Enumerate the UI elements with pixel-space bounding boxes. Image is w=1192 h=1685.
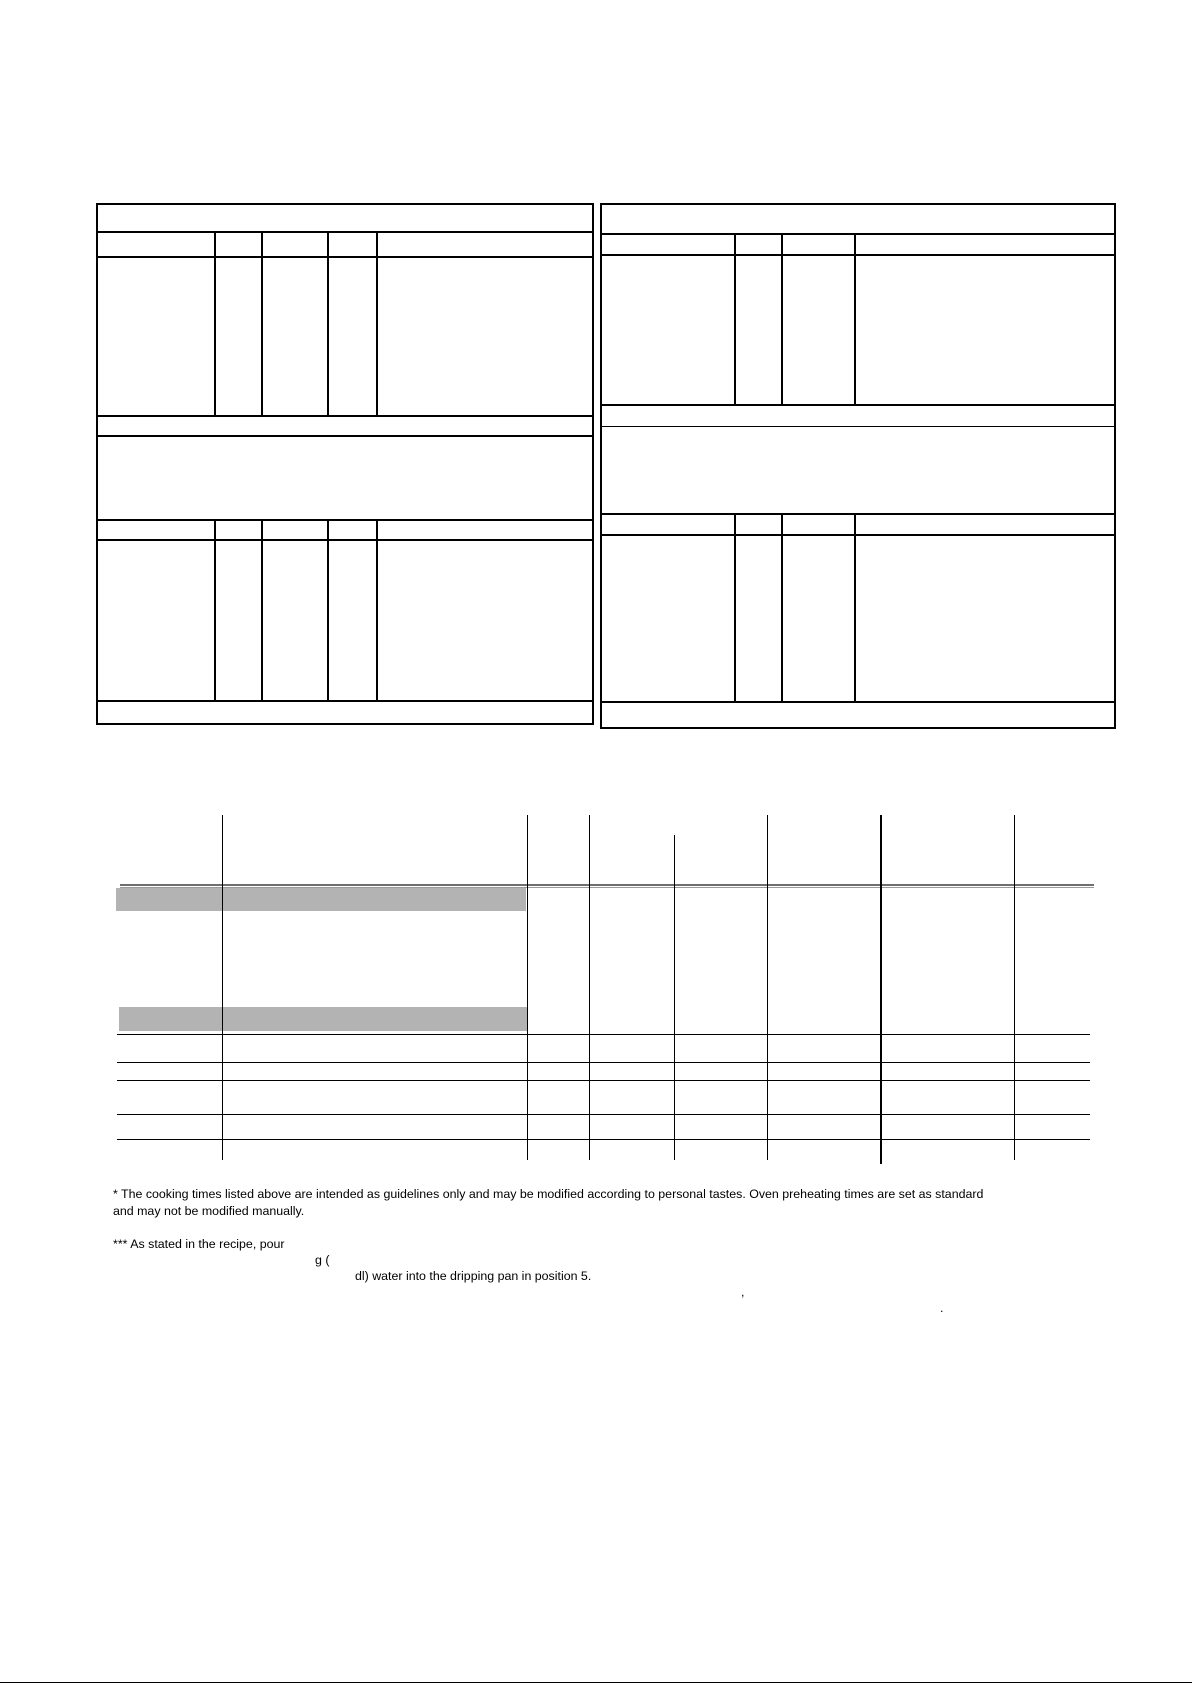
left-panel-column-divider (261, 519, 263, 701)
table-row-rule (117, 1114, 1090, 1115)
left-panel-column-divider (261, 231, 263, 416)
table-row-rule (117, 1034, 1090, 1035)
right-panel-column-divider (734, 233, 736, 405)
left-panel-column-divider (327, 519, 329, 701)
left-panel-footer-rule (96, 700, 594, 702)
table-column-divider (589, 815, 590, 1160)
page-footer-rule (0, 1682, 1192, 1683)
left-panel-section-rule (96, 519, 594, 521)
table-row-rule (117, 1139, 1090, 1140)
right-panel-section-rule (600, 513, 1116, 515)
table-column-divider (880, 815, 882, 1164)
right-panel-footer-rule (600, 701, 1116, 703)
right-panel-frame (600, 203, 1116, 729)
footnote-cooking-times-cont: and may not be modified manually. (113, 1204, 305, 1218)
table-column-divider (222, 815, 223, 1160)
table-header-rule (120, 884, 1094, 886)
left-panel-column-divider (327, 231, 329, 416)
table-column-divider (527, 815, 528, 1160)
table-column-divider (767, 815, 768, 1160)
right-panel-column-divider (854, 513, 856, 702)
left-panel-column-divider (376, 231, 378, 416)
right-panel-column-divider (781, 233, 783, 405)
left-panel-column-divider (214, 231, 216, 416)
footnote-water-part: . (940, 1301, 944, 1315)
table-row-rule (117, 1062, 1090, 1063)
table-column-divider (674, 835, 675, 1160)
footnote-water-part: *** As stated in the recipe, pour (113, 1237, 285, 1251)
footnote-water-part: g ( (315, 1253, 330, 1267)
right-panel-column-divider (781, 513, 783, 702)
left-panel-colhead-rule (96, 256, 594, 258)
footnote-cooking-times: * The cooking times listed above are intended as guidelines only and may be modified according to personal tastes. Oven preheating times are set as standard (113, 1187, 984, 1201)
table-column-divider (1014, 815, 1015, 1160)
footnote-water-instruction (113, 1220, 973, 1315)
right-panel-section-rule (600, 426, 1116, 427)
table-row-rule (117, 1080, 1090, 1081)
right-panel-section-rule (600, 404, 1116, 406)
right-panel-colhead-rule (600, 534, 1116, 536)
left-panel-section-rule (96, 415, 594, 417)
footnote-water-part: , (741, 1285, 745, 1299)
right-panel-column-divider (734, 513, 736, 702)
right-panel-column-divider (854, 233, 856, 405)
table-group-band (119, 1007, 527, 1031)
left-panel-header-rule (96, 231, 594, 233)
table-group-band (116, 888, 526, 911)
left-panel-column-divider (376, 519, 378, 701)
left-panel-frame (96, 203, 594, 725)
footnote-water-part: dl) water into the dripping pan in position 5. (355, 1269, 592, 1283)
right-panel-colhead-rule (600, 254, 1116, 256)
left-panel-colhead-rule (96, 539, 594, 541)
right-panel-header-rule (600, 233, 1116, 235)
left-panel-section-rule (96, 435, 594, 437)
left-panel-column-divider (214, 519, 216, 701)
